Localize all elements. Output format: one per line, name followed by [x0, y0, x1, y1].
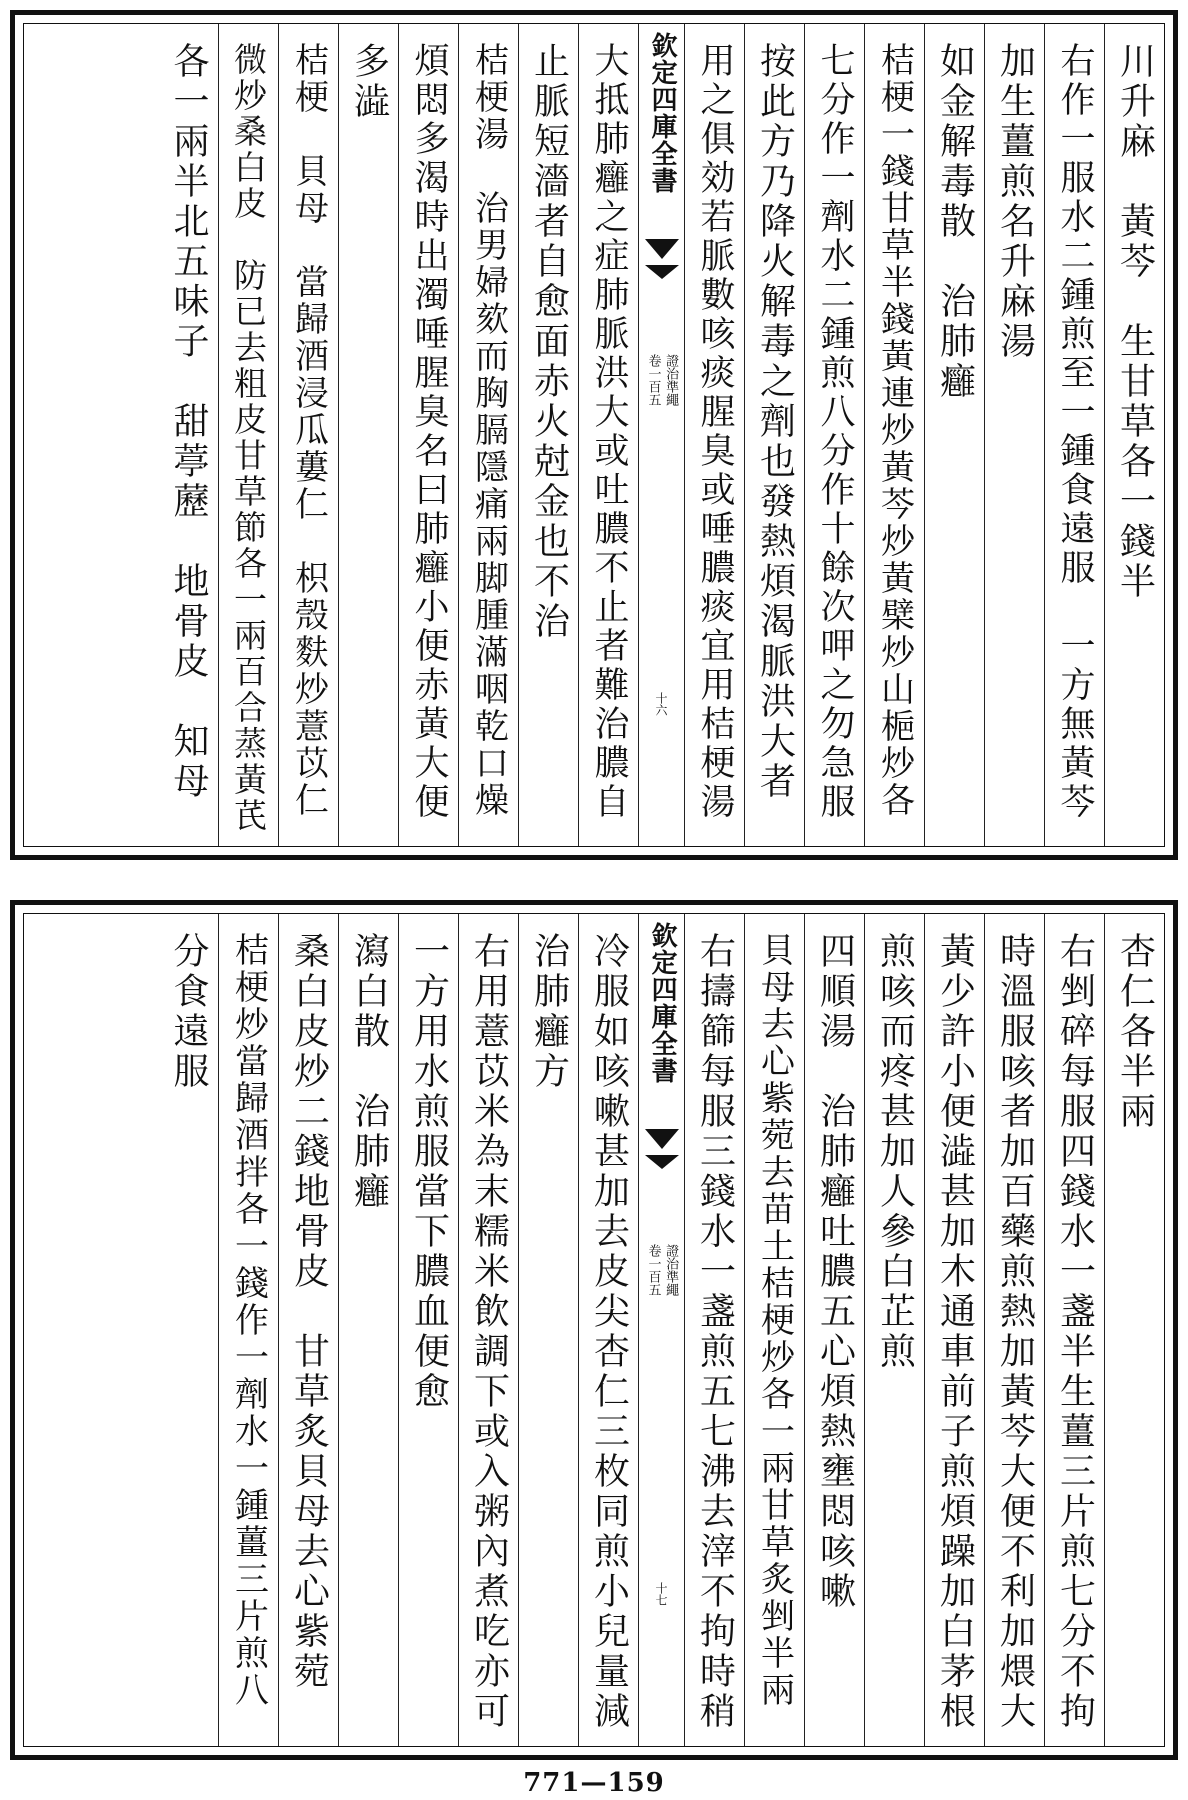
gutter-book-title: 欽定四庫全書 [647, 32, 678, 194]
fish-tail-ornament [645, 1129, 678, 1177]
fish-tail-ornament [645, 239, 678, 287]
column-text: 川升麻 黃芩 生甘草各一錢半 [1114, 42, 1156, 602]
column [1104, 914, 1164, 1746]
gutter-volume: 卷一百五 [645, 1244, 661, 1296]
column [218, 914, 278, 1746]
column-text: 右用薏苡米為末糯米飲調下或入粥內煮吃亦可 [468, 932, 510, 1732]
gutter-book-title: 欽定四庫全書 [647, 922, 678, 1084]
top-page-panel [10, 10, 1178, 860]
column [458, 24, 518, 846]
column-text: 七分作一劑水二鍾煎八分作十餘次呷之勿急服 [815, 42, 855, 822]
column [984, 24, 1044, 846]
column [218, 24, 278, 846]
column [578, 914, 638, 1746]
column-text: 貝母去心紫菀去苗土桔梗炒各一兩甘草炙剉半兩 [754, 932, 795, 1709]
column [1104, 24, 1164, 846]
column [864, 24, 924, 846]
column-text: 桔梗一錢甘草半錢黃連炒黃芩炒黃檗炒山梔炒各 [874, 42, 915, 819]
column [1044, 914, 1104, 1746]
column [398, 914, 458, 1746]
top-text-columns [24, 24, 1164, 846]
column [924, 24, 984, 846]
column [458, 914, 518, 1746]
column-text: 時溫服咳者加百藥煎熱加黃芩大便不利加煨大 [994, 932, 1036, 1732]
column [518, 914, 578, 1746]
column-text: 止脈短濇者自愈面赤火尅金也不治 [528, 42, 570, 642]
column [804, 24, 864, 846]
column-text: 桑白皮炒二錢地骨皮 甘草炙貝母去心紫菀 [288, 932, 330, 1692]
bottom-page-frame [23, 913, 1165, 1747]
column [744, 24, 804, 846]
column [338, 24, 398, 846]
column [158, 914, 218, 1746]
column [984, 914, 1044, 1746]
gutter-book-name: 證治準繩 [663, 354, 679, 406]
center-gutter [638, 24, 684, 846]
column-text: 一方用水煎服當下膿血便愈 [408, 932, 450, 1412]
column-text: 冷服如咳嗽甚加去皮尖杏仁三枚同煎小兒量減 [588, 932, 630, 1732]
column-text: 微炒桑白皮 防已去粗皮甘草節各一兩百合蒸黃芪 [229, 42, 268, 834]
column [924, 914, 984, 1746]
gutter-volume: 卷一百五 [645, 354, 661, 406]
column-text: 瀉白散 治肺癰 [348, 932, 390, 1212]
column [338, 914, 398, 1746]
column-text: 分食遠服 [168, 932, 209, 1092]
bottom-text-columns [24, 914, 1164, 1746]
column-text: 用之俱効若脈數咳痰腥臭或唾膿痰宜用桔梗湯 [695, 42, 735, 822]
column [804, 914, 864, 1746]
column [578, 24, 638, 846]
column [684, 24, 744, 846]
column-text: 如金解毒散 治肺癰 [934, 42, 976, 402]
column-text: 煎咳而疼甚加人參白芷煎 [874, 932, 916, 1372]
column-text: 煩悶多渴時出濁唾腥臭名曰肺癰小便赤黃大便 [409, 42, 449, 822]
column [158, 24, 218, 846]
column-text: 右作一服水二鍾煎至一鍾食遠服 一方無黃芩 [1055, 42, 1095, 822]
column [1044, 24, 1104, 846]
column [684, 914, 744, 1746]
bottom-page-panel [10, 900, 1178, 1760]
column-text: 多澁 [348, 42, 390, 122]
top-page-frame [23, 23, 1165, 847]
column [864, 914, 924, 1746]
column-text: 各一兩半北五味子 甜葶藶 地骨皮 知母 [168, 42, 209, 802]
column-text: 桔梗湯 治男婦欬而胸膈隱痛兩脚腫滿咽乾口燥 [468, 42, 509, 819]
column [278, 914, 338, 1746]
column-text: 右剉碎每服四錢水一盞半生薑三片煎七分不拘 [1054, 932, 1096, 1732]
column [518, 24, 578, 846]
column-text: 右擣篩每服三錢水一盞煎五七沸去滓不拘時稍 [694, 932, 736, 1732]
gutter-page-number: 十七 [654, 1582, 668, 1606]
column [398, 24, 458, 846]
column [744, 914, 804, 1746]
column-text: 大抵肺癰之症肺脈洪大或吐膿不止者難治膿自 [589, 42, 629, 822]
column-text: 四順湯 治肺癰吐膿五心煩熱壅悶咳嗽 [814, 932, 856, 1612]
column-text: 加生薑煎名升麻湯 [994, 42, 1036, 362]
column-text: 按此方乃降火解毒之劑也發熱煩渴脈洪大者 [754, 42, 796, 802]
gutter-chapter-info [639, 354, 684, 406]
gutter-page-number: 十六 [654, 692, 668, 716]
column [278, 24, 338, 846]
center-gutter [638, 914, 684, 1746]
column-text: 治肺癰方 [528, 932, 570, 1092]
gutter-book-name: 證治準繩 [663, 1244, 679, 1296]
column-text: 桔梗炒當歸酒拌各一錢作一劑水一鍾薑三片煎八 [228, 932, 269, 1709]
column-text: 黃少許小便澁甚加木通車前子煎煩躁加白茅根 [934, 932, 976, 1732]
gutter-chapter-info [639, 1244, 684, 1296]
page-number-footer: 771—159 [523, 1768, 665, 1798]
column-text: 桔梗 貝母 當歸酒浸瓜蔞仁 枳殼麩炒薏苡仁 [288, 42, 329, 819]
column-text: 杏仁各半兩 [1114, 932, 1156, 1132]
